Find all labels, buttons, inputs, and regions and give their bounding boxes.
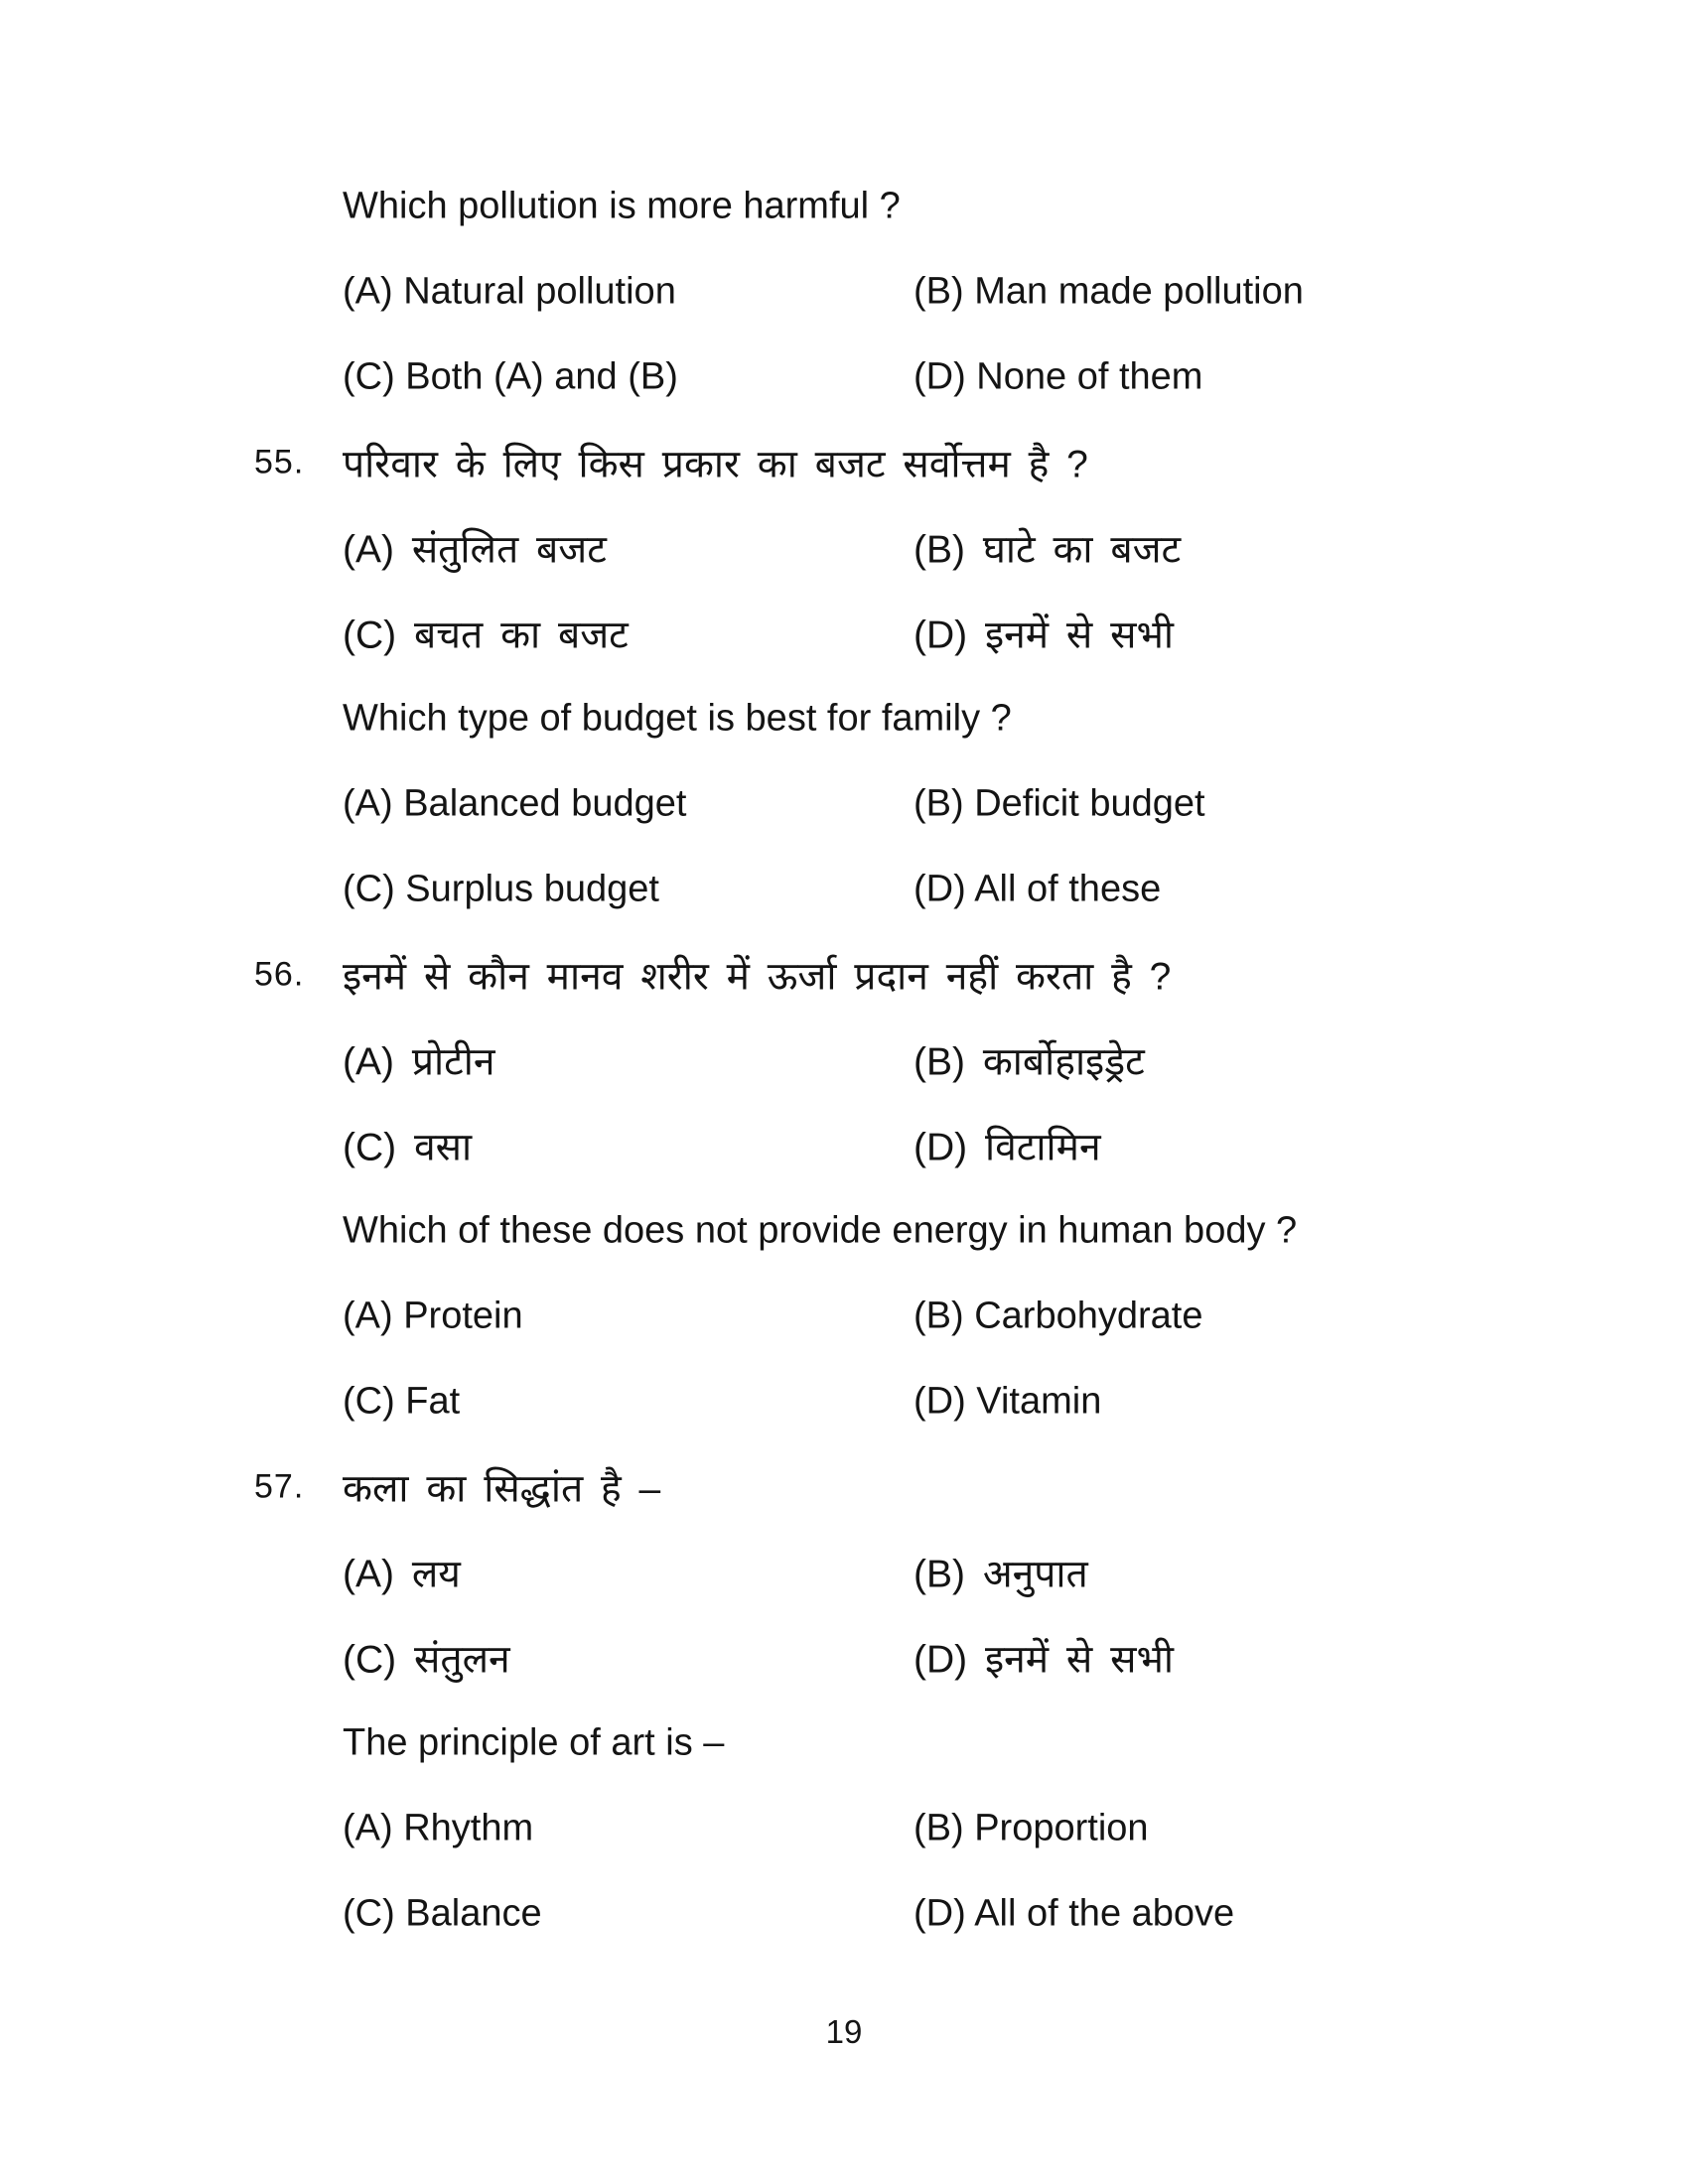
- question-line: [0, 1701, 1688, 1786]
- option-b: (B) कार्बोहाइड्रेट: [914, 1040, 1145, 1084]
- question-block: [0, 932, 1688, 1188]
- option-c: (C) Balance: [343, 1892, 542, 1935]
- options-row: [0, 1871, 1688, 1957]
- option-a: (A) प्रोटीन: [343, 1040, 495, 1084]
- question-number: 55.: [254, 443, 305, 481]
- options-row: [0, 1103, 1688, 1188]
- options-row: [0, 1359, 1688, 1444]
- option-d: (D) Vitamin: [914, 1380, 1102, 1423]
- option-d: (D) विटामिन: [914, 1126, 1101, 1169]
- question-text: The principle of art is –: [343, 1721, 725, 1764]
- option-b: (B) Carbohydrate: [914, 1295, 1203, 1337]
- option-b: (B) Proportion: [914, 1807, 1149, 1849]
- question-block: [0, 676, 1688, 932]
- option-c: (C) वसा: [343, 1126, 473, 1169]
- options-row: [0, 335, 1688, 420]
- question-line: [0, 1188, 1688, 1274]
- question-line: [0, 164, 1688, 249]
- option-c: (C) Surplus budget: [343, 868, 659, 910]
- page-number: 19: [825, 2013, 863, 2050]
- options-row: [0, 1530, 1688, 1615]
- option-c: (C) बचत का बजट: [343, 614, 629, 657]
- options-row: [0, 847, 1688, 932]
- questions-area: [0, 164, 1688, 1957]
- question-text: इनमें से कौन मानव शरीर में ऊर्जा प्रदान नहीं करता है ?: [343, 955, 1172, 999]
- options-row: [0, 1018, 1688, 1103]
- question-block: [0, 420, 1688, 676]
- option-a: (A) Rhythm: [343, 1807, 534, 1849]
- option-d: (D) इनमें से सभी: [914, 1638, 1175, 1682]
- options-row: [0, 1615, 1688, 1701]
- option-d: (D) All of these: [914, 868, 1162, 910]
- option-b: (B) Deficit budget: [914, 782, 1205, 825]
- question-number: 57.: [254, 1467, 305, 1506]
- question-number: 56.: [254, 955, 305, 994]
- question-text: Which of these does not provide energy in human body ?: [343, 1209, 1298, 1252]
- question-line: [0, 1444, 1688, 1530]
- options-row: [0, 1786, 1688, 1871]
- question-block: [0, 1701, 1688, 1957]
- options-row: [0, 505, 1688, 591]
- option-a: (A) Protein: [343, 1295, 523, 1337]
- option-a: (A) Balanced budget: [343, 782, 687, 825]
- options-row: [0, 591, 1688, 676]
- option-d: (D) इनमें से सभी: [914, 614, 1175, 657]
- question-line: [0, 676, 1688, 761]
- option-b: (B) Man made pollution: [914, 270, 1304, 313]
- question-text: Which type of budget is best for family ?: [343, 697, 1012, 740]
- option-b: (B) अनुपात: [914, 1553, 1088, 1596]
- question-text: Which pollution is more harmful ?: [343, 185, 901, 227]
- question-text: कला का सिद्धांत है –: [343, 1467, 661, 1511]
- option-c: (C) Fat: [343, 1380, 461, 1423]
- option-c: (C) संतुलन: [343, 1638, 510, 1682]
- option-d: (D) All of the above: [914, 1892, 1235, 1935]
- question-block: [0, 1188, 1688, 1444]
- question-line: [0, 932, 1688, 1018]
- option-b: (B) घाटे का बजट: [914, 528, 1182, 572]
- option-c: (C) Both (A) and (B): [343, 355, 678, 398]
- options-row: [0, 1274, 1688, 1359]
- question-line: [0, 420, 1688, 505]
- option-a: (A) संतुलित बजट: [343, 528, 607, 572]
- question-text: परिवार के लिए किस प्रकार का बजट सर्वोत्तम है ?: [343, 443, 1088, 486]
- option-a: (A) लय: [343, 1553, 461, 1596]
- question-block: [0, 1444, 1688, 1701]
- option-a: (A) Natural pollution: [343, 270, 676, 313]
- options-row: [0, 761, 1688, 847]
- options-row: [0, 249, 1688, 335]
- option-d: (D) None of them: [914, 355, 1203, 398]
- question-block: [0, 164, 1688, 420]
